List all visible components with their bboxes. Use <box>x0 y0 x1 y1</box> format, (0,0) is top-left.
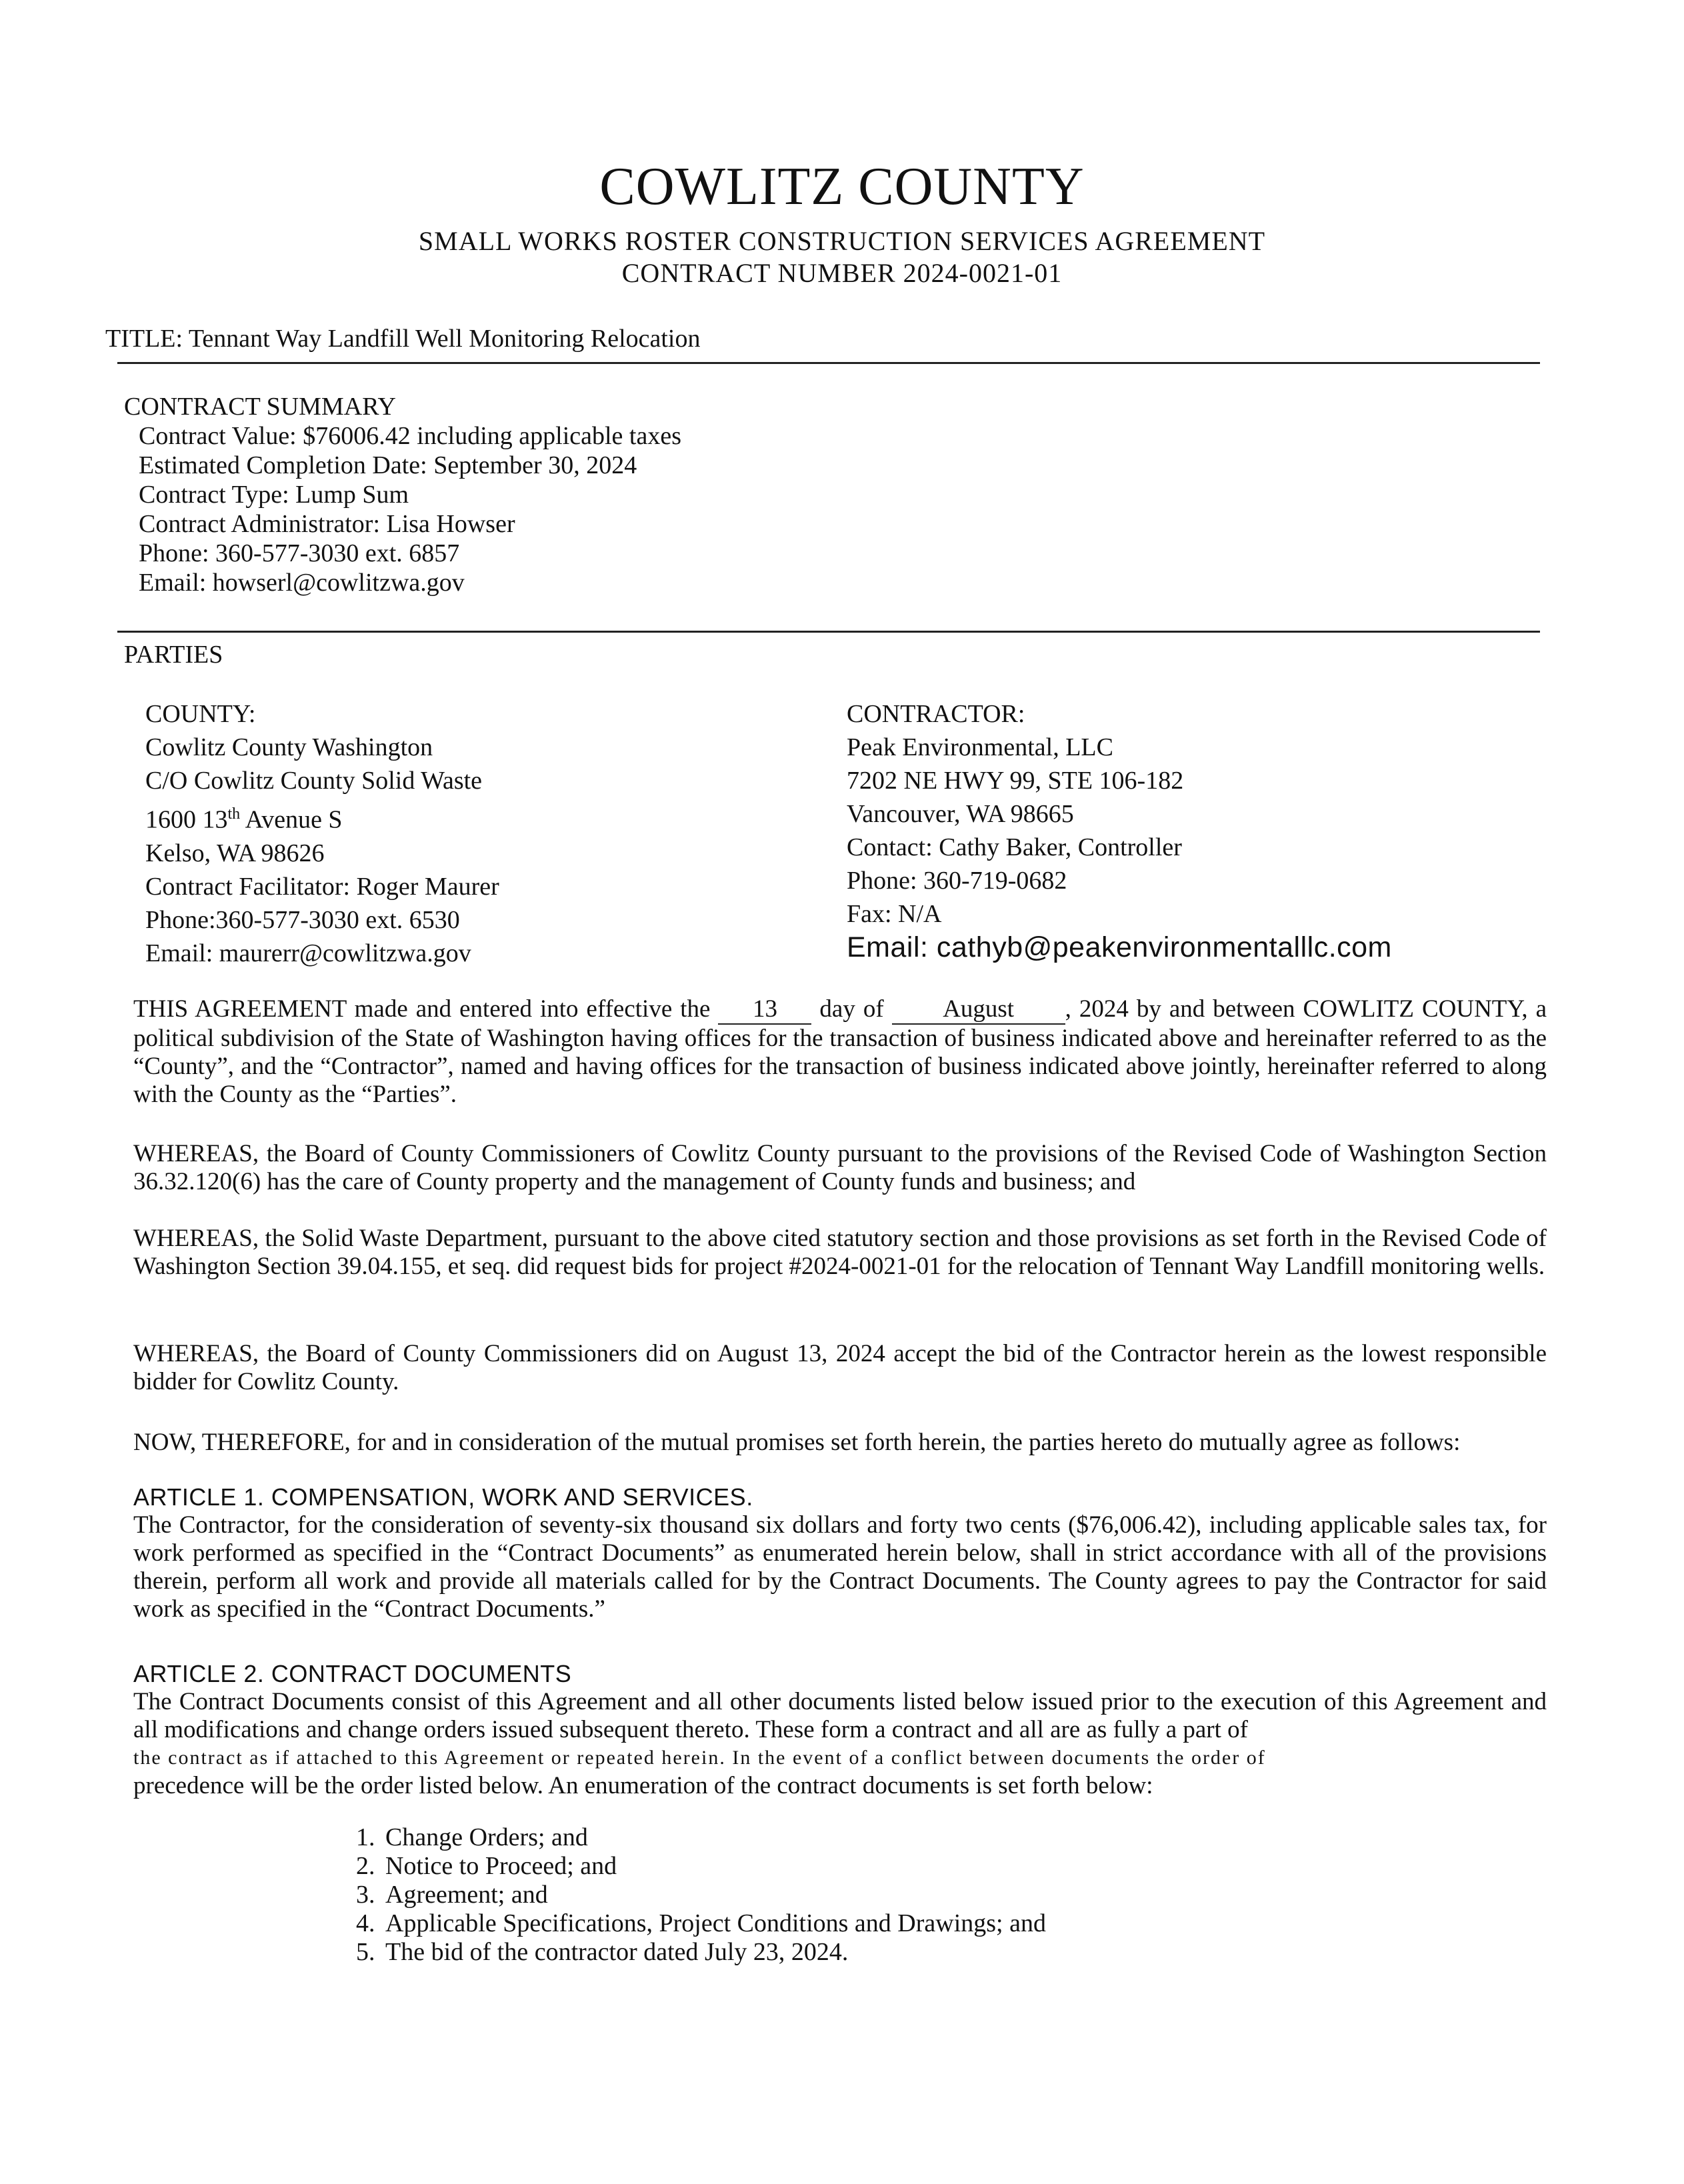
article-2 <box>133 1660 1547 1800</box>
list-item: 1. Change Orders; and <box>381 1823 1046 1852</box>
contractor-label: CONTRACTOR: <box>847 700 1025 728</box>
article-1-body: The Contractor, for the consideration of seventy-six thousand six dollars and forty two cents ($76,006.42), including applicable sales tax, for work performed as specified in the “Contract Documents” as enumerated herein below, shall in strict accordance with all of the provisions therein, perform all work and provide all materials called for by the Contract Documents. The County agrees to pay the Contractor for said work as specified in the “Contract Documents.” <box>133 1511 1547 1623</box>
article-2-body-c: precedence will be the order listed below. An enumeration of the contract documents is set forth below: <box>133 1772 1153 1799</box>
contract-number-heading: CONTRACT NUMBER 2024-0021-01 <box>621 258 1063 288</box>
contractor-fax: Fax: N/A <box>847 900 942 928</box>
administrator-phone: Phone: 360-577-3030 ext. 6857 <box>139 539 460 567</box>
contractor-contact: Contact: Cathy Baker, Controller <box>847 833 1182 861</box>
contractor-address: 7202 NE HWY 99, STE 106-182 <box>847 767 1184 795</box>
article-2-body-a: The Contract Documents consist of this Agreement and all other documents listed below issued prior to the execution of this Agreement and all modifications and change orders issued subsequent thereto. These form a contract and all are as fully a part of <box>133 1688 1547 1743</box>
contract-documents-list <box>352 1823 1046 1967</box>
county-name: Cowlitz County Washington <box>145 733 433 761</box>
agreement-day-of: day of <box>819 995 884 1023</box>
contract-type: Contract Type: Lump Sum <box>139 481 409 509</box>
contractor-party-block <box>847 697 1392 964</box>
county-phone: Phone:360-577-3030 ext. 6530 <box>145 905 460 934</box>
agreement-type-heading: SMALL WORKS ROSTER CONSTRUCTION SERVICES AGREEMENT <box>418 226 1266 256</box>
summary-divider <box>117 631 1540 633</box>
county-city: Kelso, WA 98626 <box>145 839 325 867</box>
county-title: COWLITZ COUNTY <box>599 157 1085 216</box>
county-address-street: Avenue S <box>240 805 343 834</box>
agreement-body: COWLITZ COUNTY, a political subdivision of the State of Washington having offices for the transaction of business indicated above and hereinafter referred to as the “County”, and the “Contractor”, named and having offices for the transaction of business indicated above jointly, hereinafter referred to along with the County as the “Parties”. <box>133 995 1547 1108</box>
whereas-3: WHEREAS, the Board of County Commissioners did on August 13, 2024 accept the bid of the Contractor herein as the lowest responsible bidder for Cowlitz County. <box>133 1340 1547 1395</box>
contract-summary-heading: CONTRACT SUMMARY <box>124 393 396 421</box>
whereas-1: WHEREAS, the Board of County Commissioners of Cowlitz County pursuant to the provisions of the Revised Code of Washington Section 36.32.120(6) has the care of County property and the management of County funds and business; and <box>133 1140 1547 1195</box>
list-item: 2. Notice to Proceed; and <box>381 1852 1046 1881</box>
now-therefore: NOW, THEREFORE, for and in consideration of the mutual promises set forth herein, the parties hereto do mutually agree as follows: <box>133 1429 1461 1456</box>
parties-heading: PARTIES <box>124 641 223 669</box>
contractor-phone: Phone: 360-719-0682 <box>847 867 1067 895</box>
county-party-block <box>145 697 499 970</box>
contract-administrator: Contract Administrator: Lisa Howser <box>139 510 515 538</box>
county-address-suffix: th <box>227 805 241 823</box>
list-item: 4. Applicable Specifications, Project Conditions and Drawings; and <box>381 1909 1046 1938</box>
contractor-city: Vancouver, WA 98665 <box>847 800 1074 828</box>
county-address <box>145 797 499 837</box>
title-divider <box>117 362 1540 364</box>
effective-day: 13 <box>718 995 811 1025</box>
agreement-lead: THIS AGREEMENT made and entered into effective the <box>133 995 711 1023</box>
contractor-email: Email: cathyb@peakenvironmentalllc.com <box>847 931 1392 963</box>
article-2-heading: ARTICLE 2. CONTRACT DOCUMENTS <box>133 1660 572 1687</box>
contractor-name: Peak Environmental, LLC <box>847 733 1113 761</box>
whereas-2: WHEREAS, the Solid Waste Department, pursuant to the above cited statutory section and those provisions as set forth in the Revised Code of Washington Section 39.04.155, et seq. did request bids for project #2024-0021-01 for the relocation of Tennant Way Landfill monitoring wells. <box>133 1225 1547 1280</box>
county-facilitator: Contract Facilitator: Roger Maurer <box>145 872 499 901</box>
completion-date: Estimated Completion Date: September 30, 2024 <box>139 451 637 479</box>
contract-value: Contract Value: $76006.42 including applicable taxes <box>139 422 681 450</box>
administrator-email: Email: howserl@cowlitzwa.gov <box>139 569 465 597</box>
county-email: Email: maurerr@cowlitzwa.gov <box>145 939 471 967</box>
list-item: 5. The bid of the contractor dated July 23, 2024. <box>381 1938 1046 1967</box>
article-2-body-b: the contract as if attached to this Agreement or repeated herein. In the event of a conflict between documents the order of <box>133 1747 1266 1769</box>
contract-summary <box>124 392 681 597</box>
agreement-paragraph <box>133 995 1547 1109</box>
county-label: COUNTY: <box>145 700 256 728</box>
county-care-of: C/O Cowlitz County Solid Waste <box>145 767 483 795</box>
article-1-heading: ARTICLE 1. COMPENSATION, WORK AND SERVICES. <box>133 1483 753 1511</box>
article-1 <box>133 1483 1547 1623</box>
project-title-line: TITLE: Tennant Way Landfill Well Monitoring Relocation <box>105 325 701 353</box>
agreement-year: , 2024 by and between <box>1065 995 1295 1023</box>
county-address-number: 1600 13 <box>145 805 228 834</box>
effective-month: August <box>892 995 1065 1025</box>
list-item: 3. Agreement; and <box>381 1881 1046 1909</box>
